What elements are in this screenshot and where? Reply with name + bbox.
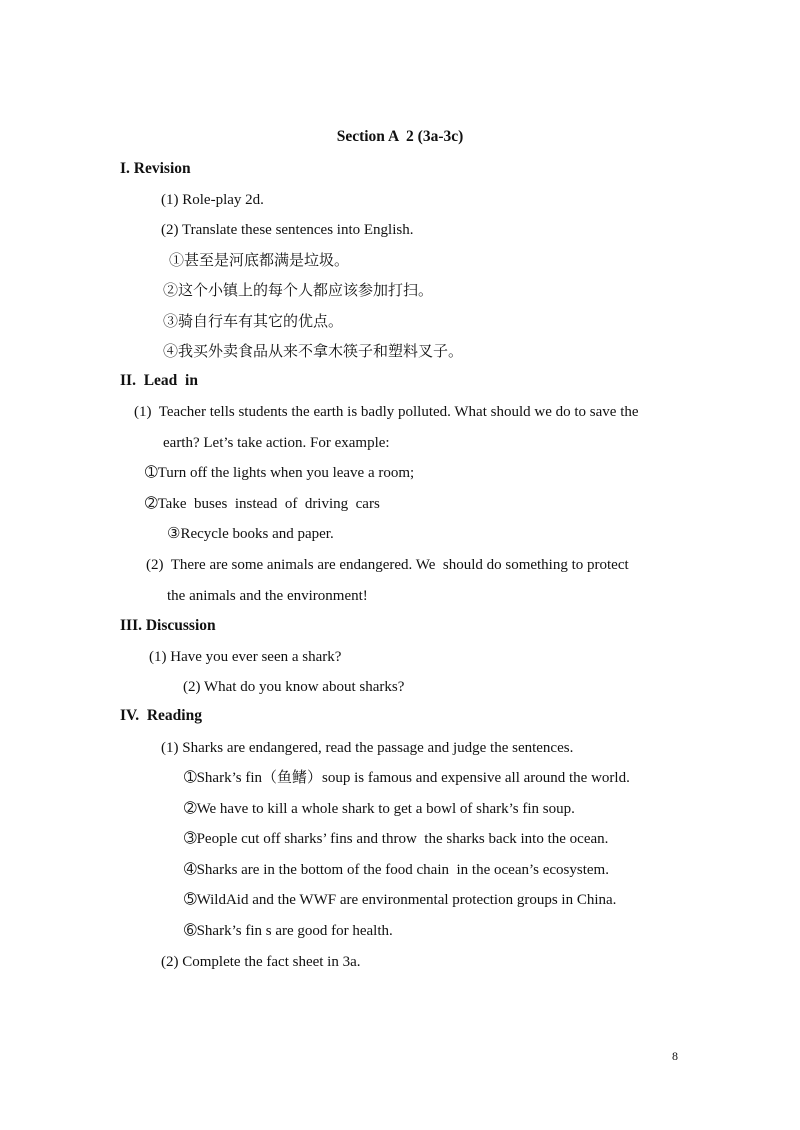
reading-task: (2) Complete the fact sheet in 3a. xyxy=(161,954,361,970)
section-heading-lead-in: II. Lead in xyxy=(120,372,198,389)
revision-item: (1) Role-play 2d. xyxy=(161,192,264,208)
section-heading-revision: I. Revision xyxy=(120,160,191,177)
discussion-question: (1) Have you ever seen a shark? xyxy=(149,649,342,665)
revision-sentence: ①甚至是河底都满是垃圾。 xyxy=(169,253,350,269)
lead-in-example: ③Recycle books and paper. xyxy=(167,526,334,542)
section-heading-discussion: III. Discussion xyxy=(120,617,216,634)
revision-sentence: ④我买外卖食品从来不拿木筷子和塑料叉子。 xyxy=(163,344,464,360)
reading-sentence: ➄WildAid and the WWF are environmental protection groups in China. xyxy=(184,892,617,908)
revision-sentence: ③骑自行车有其它的优点。 xyxy=(163,314,344,330)
reading-task: (1) Sharks are endangered, read the passage and judge the sentences. xyxy=(161,740,574,756)
revision-item: (2) Translate these sentences into English. xyxy=(161,222,414,238)
reading-sentence: ➅Shark’s fin s are good for health. xyxy=(184,923,393,939)
lead-in-item-continued: earth? Let’s take action. For example: xyxy=(163,435,390,451)
page-number: 8 xyxy=(672,1049,678,1063)
reading-sentence: ➀Shark’s fin（鱼鳍）soup is famous and expensive all around the world. xyxy=(184,770,630,786)
discussion-question: (2) What do you know about sharks? xyxy=(183,679,405,695)
reading-sentence: ➂People cut off sharks’ fins and throw the sharks back into the ocean. xyxy=(184,831,609,847)
lead-in-item: (2) There are some animals are endangered. We should do something to protect xyxy=(146,557,629,573)
lead-in-item: (1) Teacher tells students the earth is badly polluted. What should we do to save the xyxy=(134,404,639,420)
reading-sentence: ➃Sharks are in the bottom of the food chain in the ocean’s ecosystem. xyxy=(184,862,609,878)
lead-in-item-continued: the animals and the environment! xyxy=(167,588,368,604)
revision-sentence: ②这个小镇上的每个人都应该参加打扫。 xyxy=(163,283,434,299)
page-title: Section A 2 (3a-3c) xyxy=(336,128,464,145)
lead-in-example: ➁Take buses instead of driving cars xyxy=(145,496,380,512)
reading-sentence: ➁We have to kill a whole shark to get a bowl of shark’s fin soup. xyxy=(184,801,575,817)
lead-in-example: ➀Turn off the lights when you leave a room; xyxy=(145,465,415,481)
section-heading-reading: IV. Reading xyxy=(120,707,202,724)
